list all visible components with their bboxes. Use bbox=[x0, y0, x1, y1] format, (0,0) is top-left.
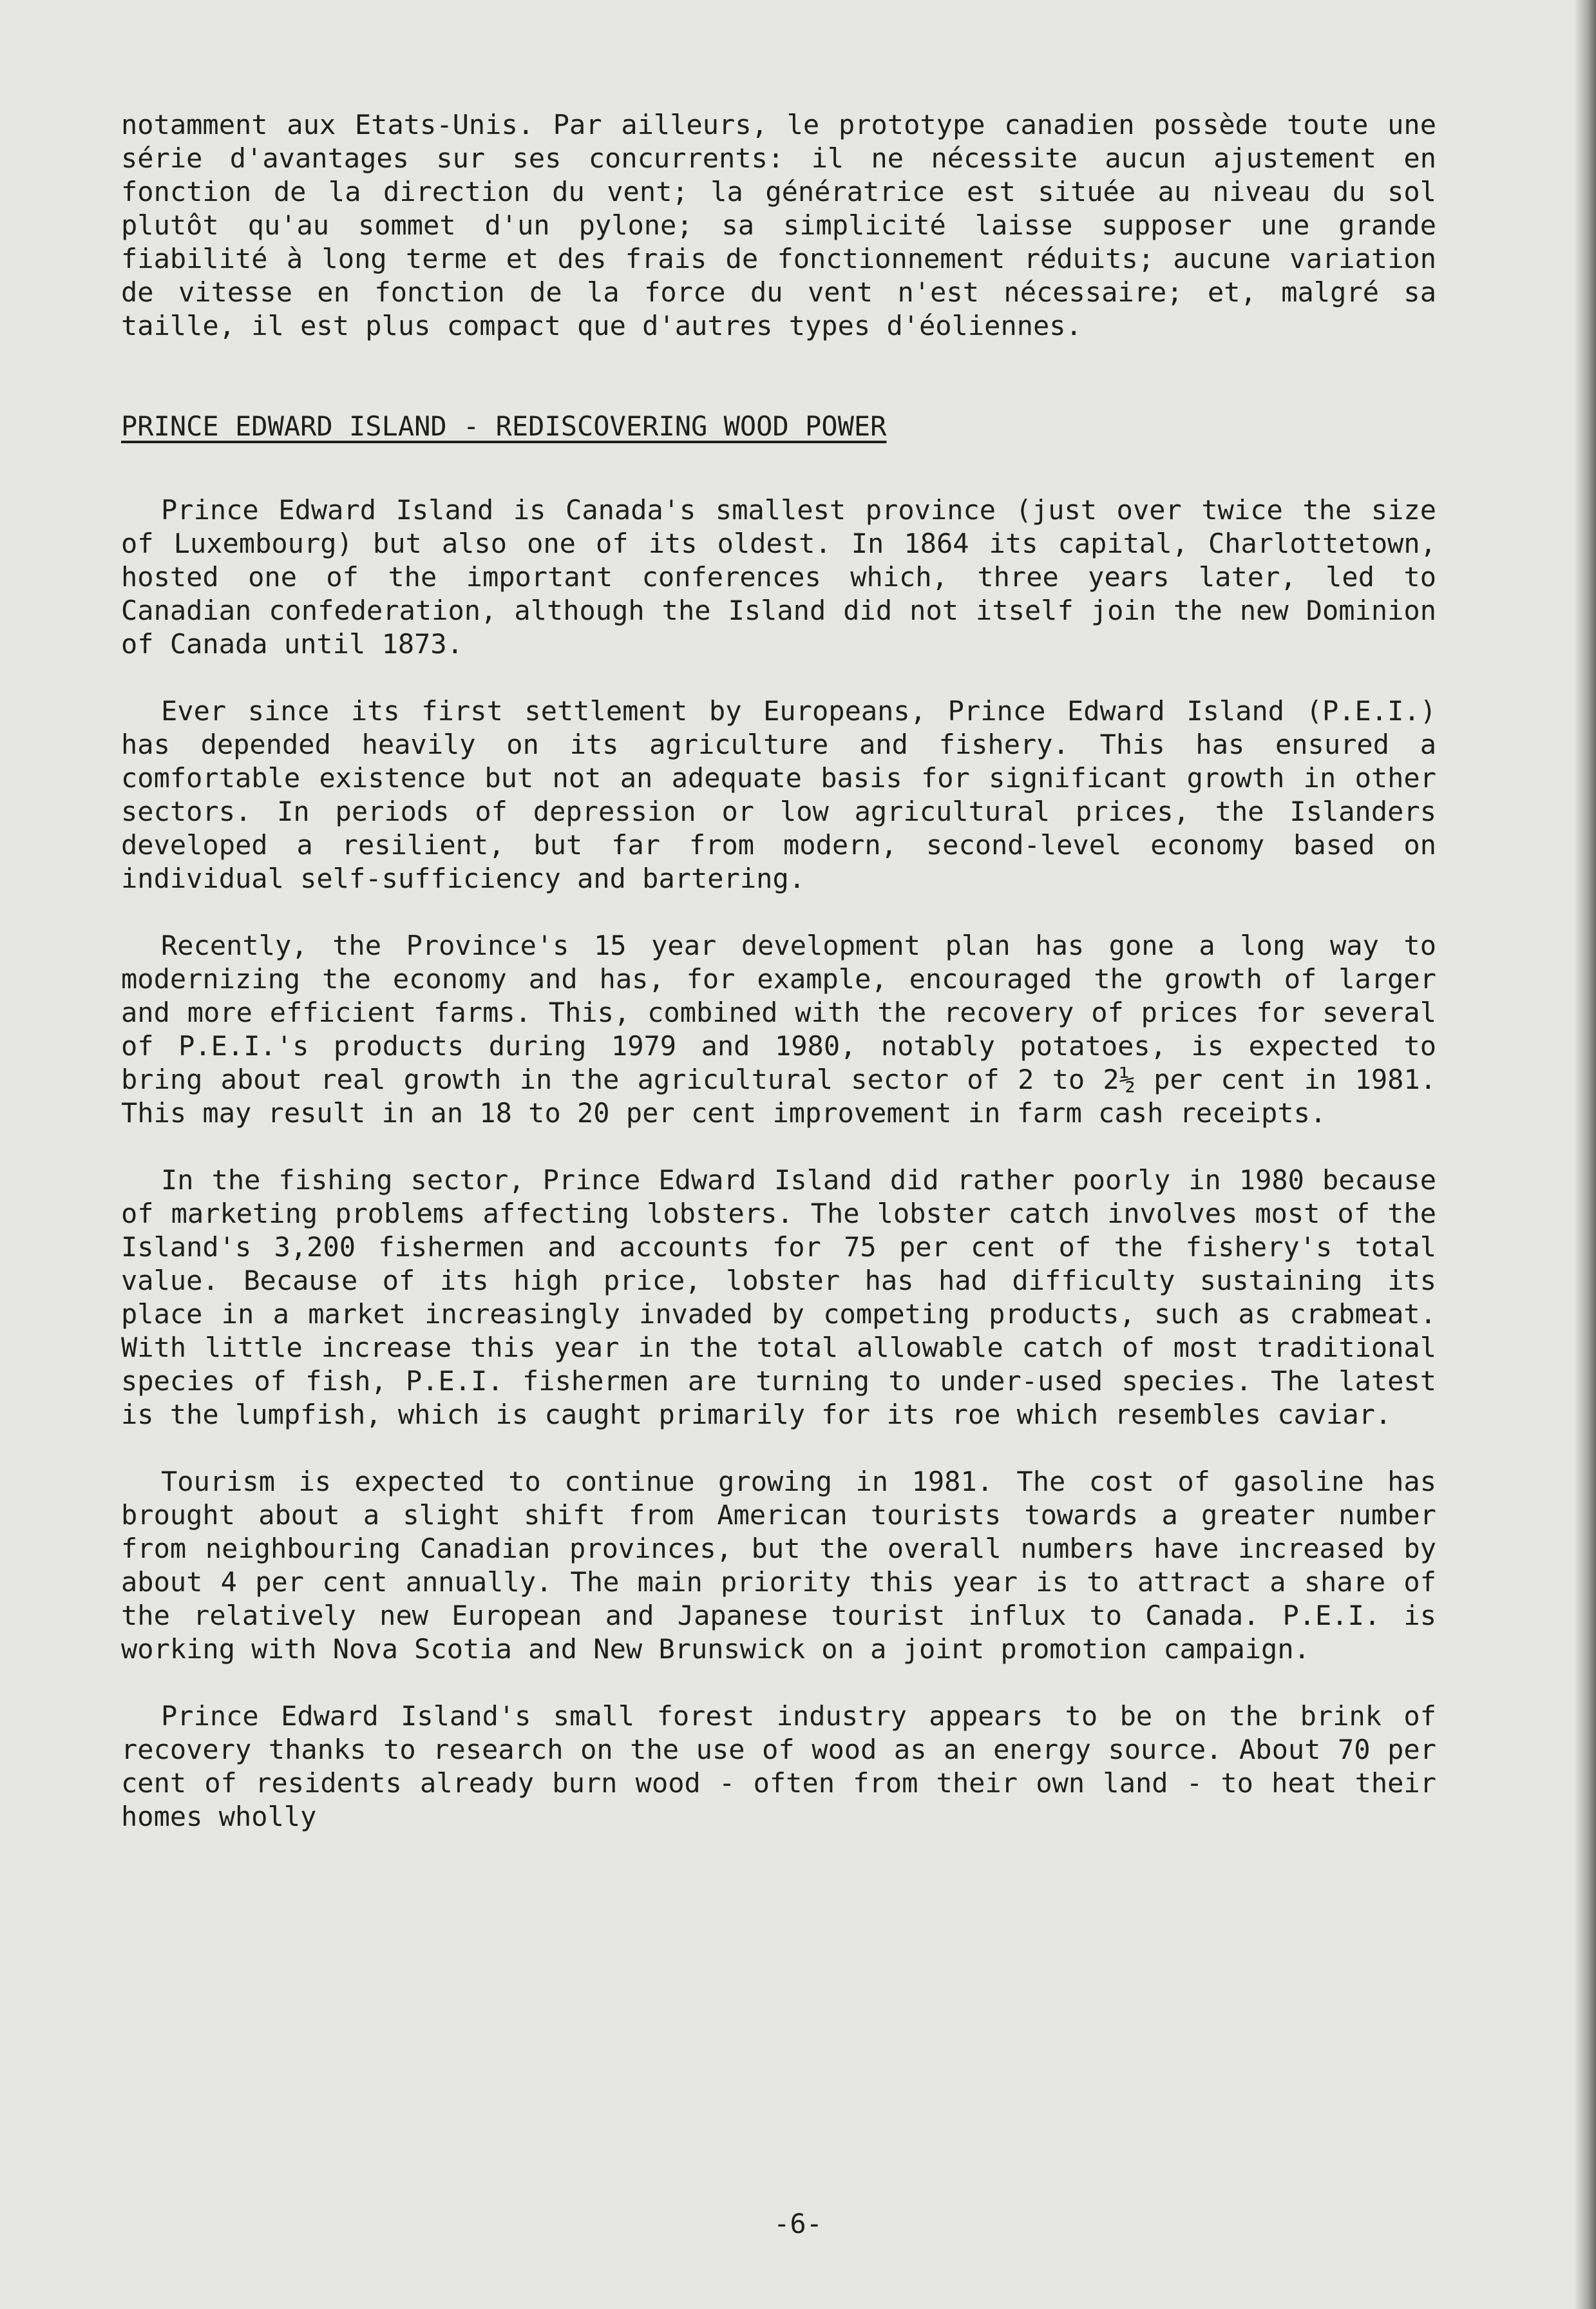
paragraph-fishing: In the fishing sector, Prince Edward Island did rather poorly in 1980 because of marketing problems affecting lobsters. The lobster catch involves most of the Island's 3,200 fishermen and accounts for 75 per cent of the fishery's total value. Because of its high price, lobster has had difficulty sustaining its place in a market increasingly invaded by competing products, such as crabmeat. With little increase this year in the total allowable catch of most traditional species of fish, P.E.I. fishermen are turning to under-used species. The latest is the lumpfish, which is caught primarily for its roe which resembles caviar. bbox=[121, 1164, 1436, 1430]
paragraph-tourism: Tourism is expected to continue growing in 1981. The cost of gasoline has brought about a slight shift from American tourists towards a greater number from neighbouring Canadian provinces, but the overall numbers have increased by about 4 per cent annually. The main priority this year is to attract a share of the relatively new European and Japanese tourist influx to Canada. P.E.I. is working with Nova Scotia and New Brunswick on a joint promotion campaign. bbox=[121, 1466, 1436, 1665]
section-heading: PRINCE EDWARD ISLAND - REDISCOVERING WOOD POWER bbox=[121, 410, 887, 442]
paragraph-forest: Prince Edward Island's small forest industry appears to be on the brink of recovery thanks to research on the use of wood as an energy source. About 70 per cent of residents already burn wood - often from their own land - to heat their homes wholly bbox=[121, 1700, 1436, 1832]
intro-paragraph: notamment aux Etats-Unis. Par ailleurs, le prototype canadien possède toute une série d'avantages sur ses concurrents: il ne nécessite aucun ajustement en fonction de la direction du vent; la génératrice est située au niveau du sol plutôt qu'au sommet d'un pylone; sa simplicité laisse supposer une grande fiabilité à long terme et des frais de fonctionnement réduits; aucune variation de vitesse en fonction de la force du vent n'est nécessaire; et, malgré sa taille, il est plus compact que d'autres types d'éoliennes. bbox=[121, 109, 1436, 341]
page-number: -6- bbox=[774, 2208, 822, 2239]
paragraph-economy: Ever since its first settlement by Europeans, Prince Edward Island (P.E.I.) has depended heavily on its agriculture and fishery. This has ensured a comfortable existence but not an adequate basis for significant growth in other sectors. In periods of depression or low agricultural prices, the Islanders developed a resilient, but far from modern, second-level economy based on individual self-sufficiency and bartering. bbox=[121, 695, 1436, 894]
page-body bbox=[121, 108, 1436, 1834]
paragraph-agriculture: Recently, the Province's 15 year development plan has gone a long way to modernizing the economy and has, for example, encouraged the growth of larger and more efficient farms. This, combined with the recovery of prices for several of P.E.I.'s products during 1979 and 1980, notably potatoes, is expected to bring about real growth in the agricultural sector of 2 to 2½ per cent in 1981. This may result in an 18 to 20 per cent improvement in farm cash receipts. bbox=[121, 930, 1436, 1129]
paragraph-history: Prince Edward Island is Canada's smallest province (just over twice the size of Luxembourg) but also one of its oldest. In 1864 its capital, Charlottetown, hosted one of the important conferences which, three years later, led to Canadian confederation, although the Island did not itself join the new Dominion of Canada until 1873. bbox=[121, 494, 1436, 660]
page-edge-shadow bbox=[1574, 0, 1596, 2309]
